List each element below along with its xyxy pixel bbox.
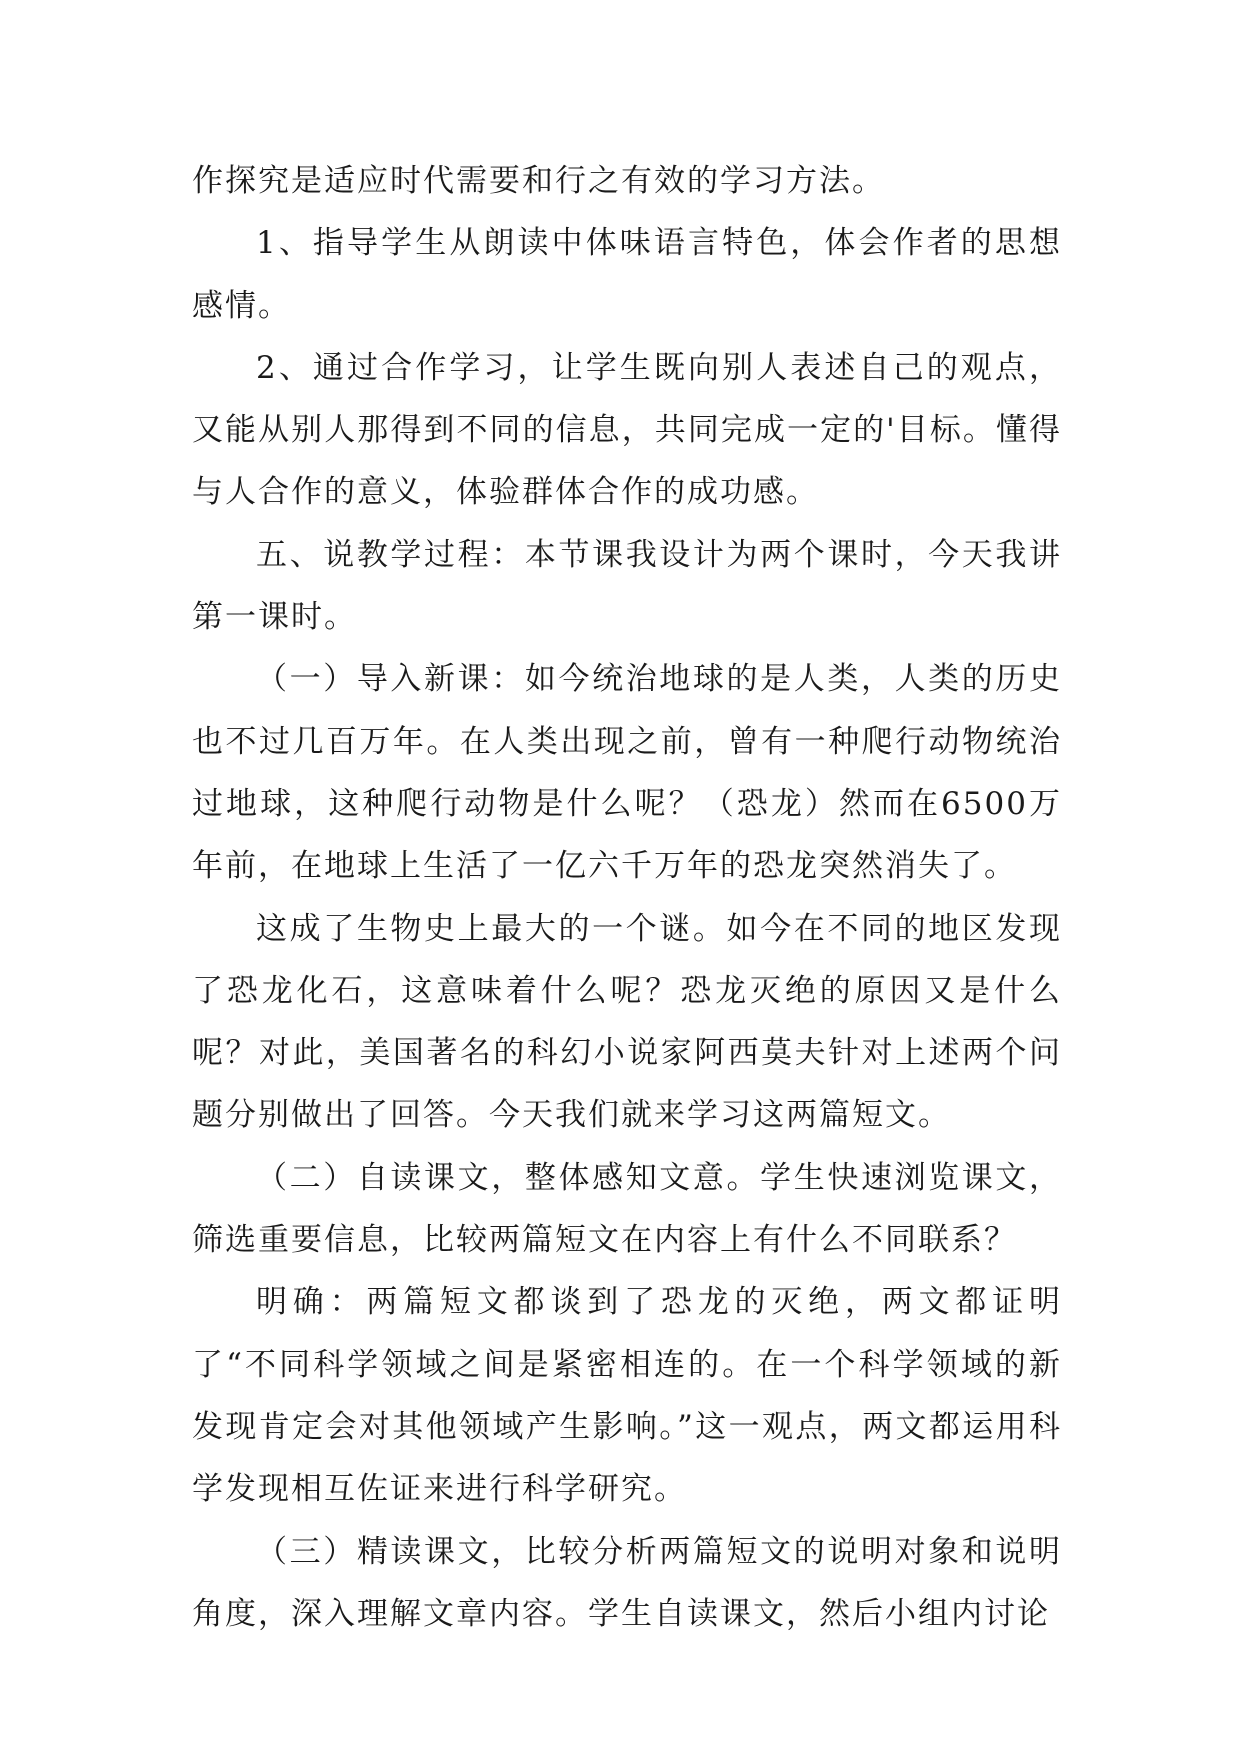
paragraph-objective-1: 1、指导学生从朗读中体味语言特色，体会作者的思想感情。 [192, 225, 1062, 324]
paragraph-self-reading: （二）自读课文，整体感知文意。学生快速浏览课文，筛选重要信息，比较两篇短文在内容上有什么不同联系？ [192, 1159, 1062, 1259]
document-body [192, 150, 1062, 1645]
paragraph-objective-2: 2、通过合作学习，让学生既向别人表述自己的观点，又能从别人那得到不同的信息，共同完成一定的'目标。懂得与人合作的意义，体验群体合作的成功感。 [192, 349, 1062, 511]
paragraph-clarification: 明确：两篇短文都谈到了恐龙的灭绝，两文都证明了“不同科学领域之间是紧密相连的。在一个科学领域的新发现肯定会对其他领域产生影响。”这一观点，两文都运用科学发现相互佐证来进行科学研究。 [192, 1284, 1062, 1508]
paragraph-close-reading: （三）精读课文，比较分析两篇短文的说明对象和说明角度，深入理解文章内容。学生自读课文，然后小组内讨论 [192, 1533, 1062, 1632]
paragraph-introduction: （一）导入新课：如今统治地球的是人类，人类的历史也不过几百万年。在人类出现之前，曾有一种爬行动物统治过地球，这种爬行动物是什么呢？（恐龙）然而在6500万年前，在地球上生活了一亿六千万年的恐龙突然消失了。 [192, 661, 1062, 885]
paragraph-section-five: 五、说教学过程：本节课我设计为两个课时，今天我讲第一课时。 [192, 536, 1062, 636]
paragraph-mystery: 这成了生物史上最大的一个谜。如今在不同的地区发现了恐龙化石，这意味着什么呢？恐龙灭绝的原因又是什么呢？对此，美国著名的科幻小说家阿西莫夫针对上述两个问题分别做出了回答。今天我们就来学习这两篇短文。 [192, 910, 1062, 1134]
paragraph-continuation: 作探究是适应时代需要和行之有效的学习方法。 [192, 163, 885, 199]
